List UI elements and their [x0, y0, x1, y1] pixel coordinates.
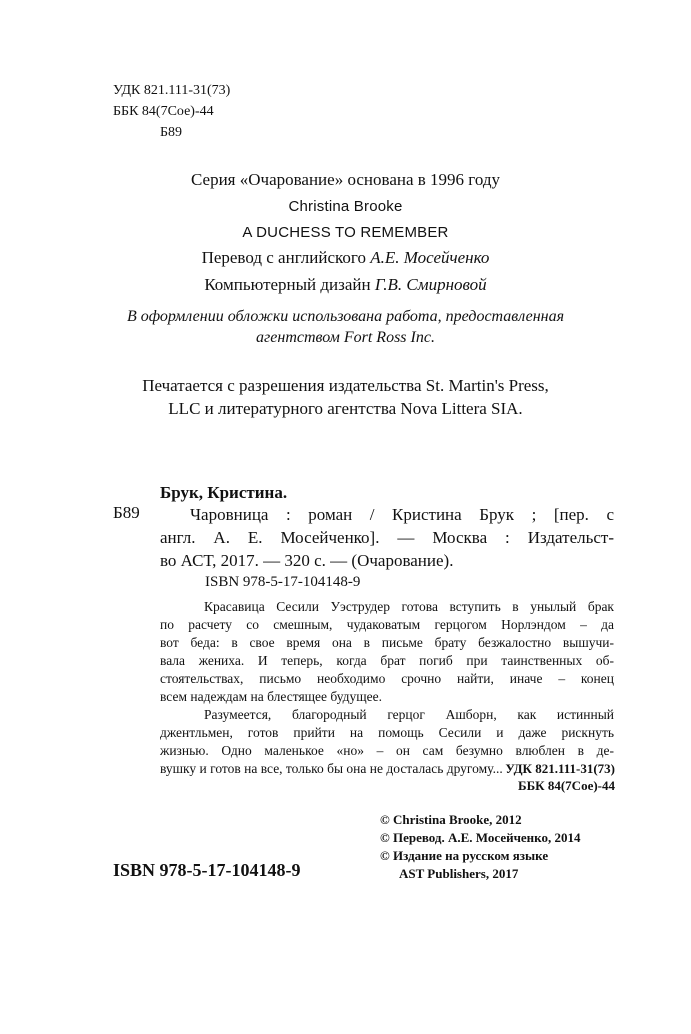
permission-line-2: LLC и литературного агентства Nova Littera SIA. [168, 399, 523, 418]
abstract-p1-line-5: стоятельствах, письмо необходимо срочно найти, иначе – конец [160, 671, 614, 686]
copyright-line-2: © Перевод. А.Е. Мосейченко, 2014 [380, 830, 581, 845]
abstract-p2-line-2: джентльмен, готов прийти на помощь Сесили и даже рискнуть [160, 725, 614, 740]
card-description [160, 503, 614, 572]
cover-note-line-1: В оформлении обложки использована работа, предоставленная [126, 308, 565, 325]
series-line: Серия «Очарование» основана в 1996 году [190, 170, 500, 189]
abstract-p2-line-3: жизнью. Одно маленькое «но» – он сам безумно влюблен в де- [160, 743, 614, 758]
bbk-code: ББК 84(7Сое)-44 [113, 104, 214, 119]
permission-line-1: Печатается с разрешения издательства St. Martin's Press, [142, 376, 549, 395]
designer-name: Г.В. Смирновой [374, 275, 487, 294]
bottom-bbk: ББК 84(7Сое)-44 [517, 778, 615, 793]
abstract-p2-line-1: Разумеется, благородный герцог Ашборн, как истинный [204, 707, 614, 722]
design-prefix: Компьютерный дизайн [204, 275, 375, 294]
udk-code: УДК 821.111-31(73) [113, 83, 231, 98]
card-code: Б89 [113, 503, 140, 522]
original-title: A DUCHESS TO REMEMBER [242, 224, 449, 241]
author-code: Б89 [160, 125, 183, 140]
abstract-p2-line-4: вушку и готов на все, только бы она не досталась другому... [160, 761, 503, 776]
translation-credit [0, 248, 691, 268]
translation-prefix: Перевод с английского [201, 248, 371, 267]
translator-name: А.Е. Мосейченко [370, 248, 490, 267]
original-author: Christina Brooke [288, 198, 403, 215]
copyright-line-3: © Издание на русском языке [380, 848, 549, 863]
abstract-p1-line-3: вот беда: в свое время она в письме брату безжалостно вышучи- [160, 635, 614, 650]
cover-note-line-2: агентством Fort Ross Inc. [256, 329, 435, 346]
card-line-3: во АСТ, 2017. — 320 с. — (Очарование). [160, 551, 454, 570]
card-isbn: ISBN 978-5-17-104148-9 [205, 574, 361, 590]
abstract-p1-line-6: всем надеждам на блестящее будущее. [160, 689, 383, 704]
bottom-udk: УДК 821.111-31(73) [505, 761, 615, 776]
design-credit [0, 275, 691, 295]
copyright-line-4: AST Publishers, 2017 [399, 866, 519, 881]
abstract-paragraph-1 [160, 598, 614, 706]
card-author: Брук, Кристина. [160, 483, 288, 502]
abstract-p1-line-1: Красавица Сесили Уэструдер готова вступить в унылый брак [204, 599, 614, 614]
abstract-p1-line-4: вала жениха. И теперь, когда брат погиб при таинственных об- [160, 653, 614, 668]
copyright-line-1: © Christina Brooke, 2012 [380, 812, 522, 827]
card-line-2: англ. А. Е. Мосейченко]. — Москва : Издательст- [160, 528, 614, 547]
abstract-p1-line-2: по расчету со смешным, чудаковатым герцогом Норлэндом – да [160, 617, 614, 632]
isbn-big: ISBN 978-5-17-104148-9 [113, 860, 301, 880]
card-line-1: Чаровница : роман / Кристина Брук ; [пер. с [190, 505, 614, 524]
